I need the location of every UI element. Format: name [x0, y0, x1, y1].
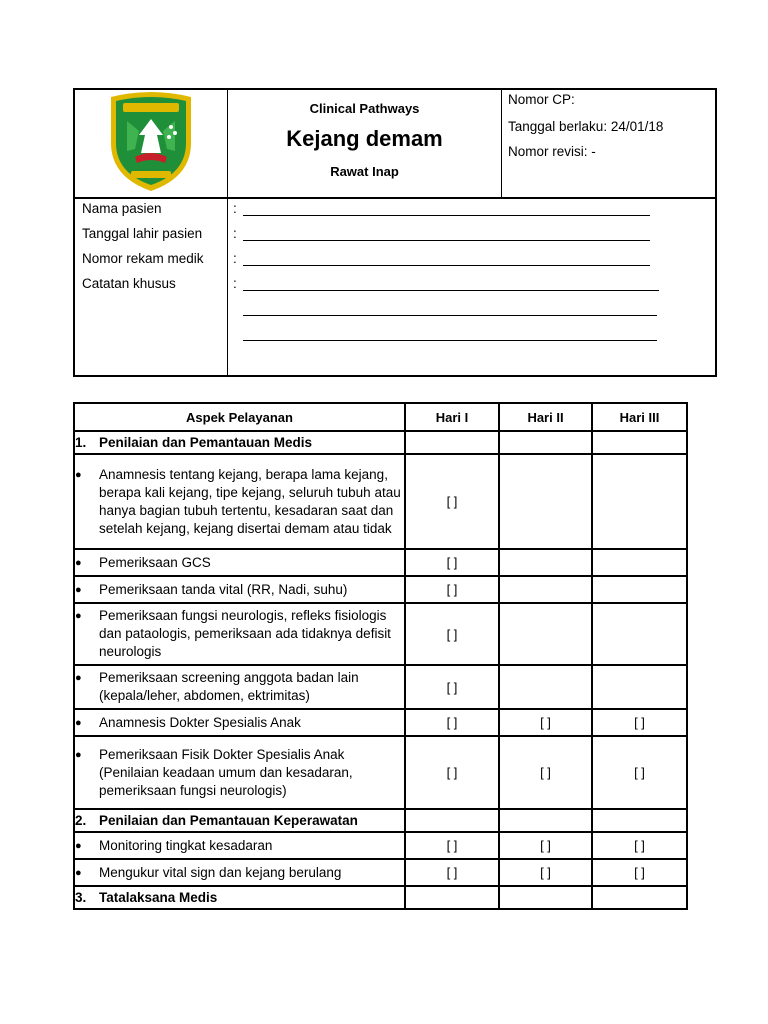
section-number: 2. — [75, 813, 87, 828]
aspect-cell — [74, 859, 405, 886]
aspect-text: Anamnesis tentang kejang, berapa lama kejang, berapa kali kejang, tipe kejang, seluruh tubuh atau hanya bagian tubuh tertentu, kesadaran saat dan setelah kejang, kejang disertai demam atau tidak — [99, 466, 401, 536]
checkbox-day-1[interactable]: [ ] — [405, 832, 499, 859]
table-row — [74, 576, 687, 603]
checkbox-day-3 — [592, 603, 687, 665]
section-day-cell — [592, 809, 687, 832]
checkbox-day-1[interactable]: [ ] — [405, 859, 499, 886]
catatan-khusus-field-line3[interactable] — [243, 340, 657, 341]
catatan-khusus-field[interactable] — [243, 290, 659, 291]
aspect-text: Pemeriksaan screening anggota badan lain (kepala/leher, abdomen, ektrimitas) — [99, 670, 359, 703]
table-row — [74, 549, 687, 576]
table-row — [74, 665, 687, 709]
checkbox-day-2 — [499, 665, 592, 709]
section-number: 3. — [75, 890, 87, 905]
section-title-text: Penilaian dan Pemantauan Medis — [99, 435, 313, 450]
section-title — [74, 886, 405, 909]
checkbox-day-2[interactable]: [ ] — [499, 859, 592, 886]
aspect-text: Pemeriksaan tanda vital (RR, Nadi, suhu) — [99, 581, 348, 597]
table-row — [74, 603, 687, 665]
nomor-cp: Nomor CP: — [508, 92, 575, 107]
table-row — [74, 454, 687, 549]
checkbox-day-3[interactable]: [ ] — [592, 736, 687, 809]
header-hari-2: Hari II — [499, 403, 592, 431]
checkbox-day-3 — [592, 454, 687, 549]
header-box — [73, 88, 717, 377]
table-row — [74, 736, 687, 809]
checkbox-day-3[interactable]: [ ] — [592, 709, 687, 736]
checkbox-day-1[interactable]: [ ] — [405, 576, 499, 603]
aspect-text: Monitoring tingkat kesadaran — [99, 837, 273, 853]
aspect-cell — [74, 454, 405, 549]
aspect-text: Mengukur vital sign dan kejang berulang — [99, 864, 342, 880]
bullet-icon: ● — [75, 556, 82, 569]
aspect-cell — [74, 665, 405, 709]
divider — [75, 197, 715, 199]
section-day-cell — [499, 431, 592, 454]
checkbox-day-3 — [592, 576, 687, 603]
aspect-cell — [74, 576, 405, 603]
checkbox-day-2[interactable]: [ ] — [499, 832, 592, 859]
tanggal-lahir-field[interactable] — [243, 240, 650, 241]
divider — [501, 90, 502, 197]
header-aspek: Aspek Pelayanan — [74, 403, 405, 431]
section-day-cell — [592, 886, 687, 909]
checkbox-day-3[interactable]: [ ] — [592, 859, 687, 886]
section-day-cell — [499, 886, 592, 909]
care-type-label: Rawat Inap — [330, 164, 399, 179]
aspect-cell — [74, 603, 405, 665]
aspect-text: Pemeriksaan Fisik Dokter Spesialis Anak (Penilaian keadaan umum dan kesadaran, pemeriksaan fungsi neurologis) — [99, 746, 353, 798]
tanggal-lahir-label: Tanggal lahir pasien — [82, 226, 203, 241]
checkbox-day-2[interactable]: [ ] — [499, 709, 592, 736]
table-row — [74, 709, 687, 736]
nama-pasien-field[interactable] — [243, 215, 650, 216]
bullet-icon: ● — [75, 583, 82, 596]
table-header-row — [74, 403, 687, 431]
aspect-text: Anamnesis Dokter Spesialis Anak — [99, 714, 301, 730]
section-row — [74, 431, 687, 454]
bullet-icon: ● — [75, 839, 82, 852]
colon: : — [233, 251, 237, 266]
section-number: 1. — [75, 435, 87, 450]
aspect-text: Pemeriksaan GCS — [99, 554, 211, 570]
checkbox-day-1[interactable]: [ ] — [405, 454, 499, 549]
aspect-cell — [74, 832, 405, 859]
section-day-cell — [592, 431, 687, 454]
section-row — [74, 886, 687, 909]
page-title: Kejang demam — [286, 126, 443, 151]
checkbox-day-2 — [499, 576, 592, 603]
aspect-text: Pemeriksaan fungsi neurologis, refleks fisiologis dan pataologis, pemeriksaan ada tidaknya defisit neurologis — [99, 608, 391, 659]
checkbox-day-3[interactable]: [ ] — [592, 832, 687, 859]
section-row — [74, 809, 687, 832]
clinical-pathways-label: Clinical Pathways — [309, 101, 420, 116]
rekam-medik-field[interactable] — [243, 265, 650, 266]
section-title-text: Penilaian dan Pemantauan Keperawatan — [99, 813, 358, 828]
aspect-cell — [74, 736, 405, 809]
nomor-revisi: Nomor revisi: - — [508, 144, 596, 159]
catatan-khusus-field-line2[interactable] — [243, 315, 657, 316]
bullet-icon: ● — [75, 610, 82, 622]
checkbox-day-1[interactable]: [ ] — [405, 736, 499, 809]
checkbox-day-1[interactable]: [ ] — [405, 603, 499, 665]
checkbox-day-3 — [592, 549, 687, 576]
section-day-cell — [405, 886, 499, 909]
section-day-cell — [405, 809, 499, 832]
bullet-icon: ● — [75, 672, 82, 684]
bullet-icon: ● — [75, 716, 82, 729]
checkbox-day-3 — [592, 665, 687, 709]
checkbox-day-1[interactable]: [ ] — [405, 709, 499, 736]
colon: : — [233, 276, 237, 291]
header-hari-1: Hari I — [405, 403, 499, 431]
bullet-icon: ● — [75, 866, 82, 879]
rekam-medik-label: Nomor rekam medik — [82, 251, 204, 266]
checkbox-day-2 — [499, 454, 592, 549]
regional-emblem-icon — [105, 91, 197, 193]
checkbox-day-1[interactable]: [ ] — [405, 549, 499, 576]
header-hari-3: Hari III — [592, 403, 687, 431]
section-day-cell — [499, 809, 592, 832]
checkbox-day-2 — [499, 549, 592, 576]
aspect-cell — [74, 709, 405, 736]
colon: : — [233, 226, 237, 241]
aspect-cell — [74, 549, 405, 576]
colon: : — [233, 201, 237, 216]
section-day-cell — [405, 431, 499, 454]
checkbox-day-2 — [499, 603, 592, 665]
catatan-khusus-label: Catatan khusus — [82, 276, 176, 291]
checkbox-day-2[interactable]: [ ] — [499, 736, 592, 809]
tanggal-berlaku: Tanggal berlaku: 24/01/18 — [508, 119, 664, 134]
checkbox-day-1[interactable]: [ ] — [405, 665, 499, 709]
bullet-icon: ● — [75, 468, 82, 481]
care-table — [73, 402, 688, 910]
section-title-text: Tatalaksana Medis — [99, 890, 218, 905]
table-row — [74, 859, 687, 886]
section-title — [74, 431, 405, 454]
nama-pasien-label: Nama pasien — [82, 201, 162, 216]
bullet-icon: ● — [75, 748, 82, 761]
section-title — [74, 809, 405, 832]
table-row — [74, 832, 687, 859]
